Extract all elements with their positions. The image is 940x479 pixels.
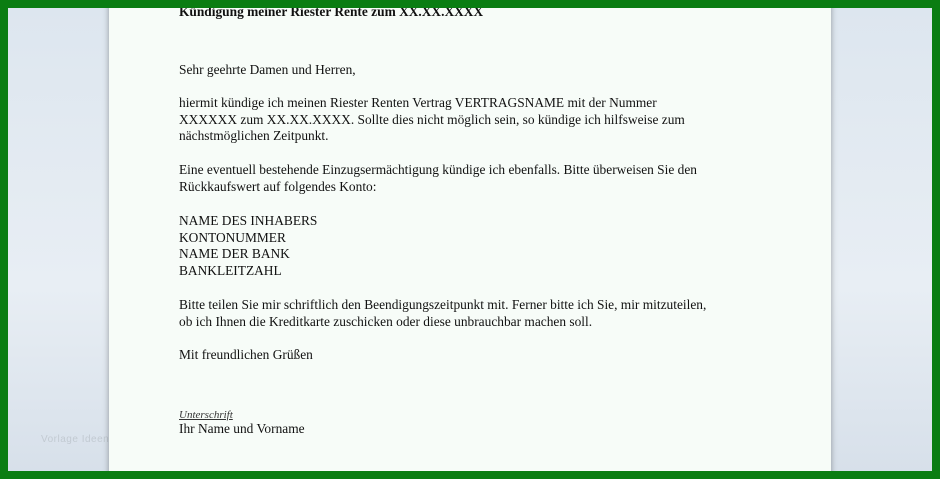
letter-closing: Mit freundlichen Grüßen bbox=[179, 347, 313, 362]
letter-paragraph-2 bbox=[179, 162, 779, 195]
paragraph-line: ob ich Ihnen die Kreditkarte zuschicken oder diese unbrauchbar machen soll. bbox=[179, 313, 593, 329]
account-holder: NAME DES INHABERS bbox=[179, 213, 318, 228]
account-number: KONTONUMMER bbox=[179, 229, 286, 245]
bank-code: BANKLEITZAHL bbox=[179, 262, 282, 278]
watermark-text: Vorlage Ideen bbox=[41, 434, 110, 445]
paragraph-line: nächstmöglichen Zeitpunkt. bbox=[179, 128, 329, 144]
letter-paragraph-3 bbox=[179, 297, 779, 330]
paragraph-line: XXXXXX zum XX.XX.XXXX. Sollte dies nicht möglich sein, so kündige ich hilfsweise zum bbox=[179, 111, 685, 127]
document-page bbox=[109, 8, 831, 471]
paragraph-line: Rückkaufswert auf folgendes Konto: bbox=[179, 178, 377, 194]
letter-salutation: Sehr geehrte Damen und Herren, bbox=[179, 62, 356, 77]
paragraph-line: Bitte teilen Sie mir schriftlich den Beendigungszeitpunkt mit. Ferner bitte ich Sie, mir mitzuteilen, bbox=[179, 297, 707, 312]
signature-name: Ihr Name und Vorname bbox=[179, 421, 305, 436]
letter-paragraph-1 bbox=[179, 95, 779, 145]
paragraph-line: Eine eventuell bestehende Einzugsermächtigung kündige ich ebenfalls. Bitte überweisen Sie den bbox=[179, 162, 697, 177]
document-viewer bbox=[8, 8, 932, 471]
account-details bbox=[179, 213, 779, 279]
letter-subject: Kündigung meiner Riester Rente zum XX.XX.XXXX bbox=[179, 8, 484, 19]
signature-label: Unterschrift bbox=[179, 409, 233, 421]
paragraph-line: hiermit kündige ich meinen Riester Renten Vertrag VERTRAGSNAME mit der Nummer bbox=[179, 95, 657, 110]
bank-name: NAME DER BANK bbox=[179, 246, 290, 262]
